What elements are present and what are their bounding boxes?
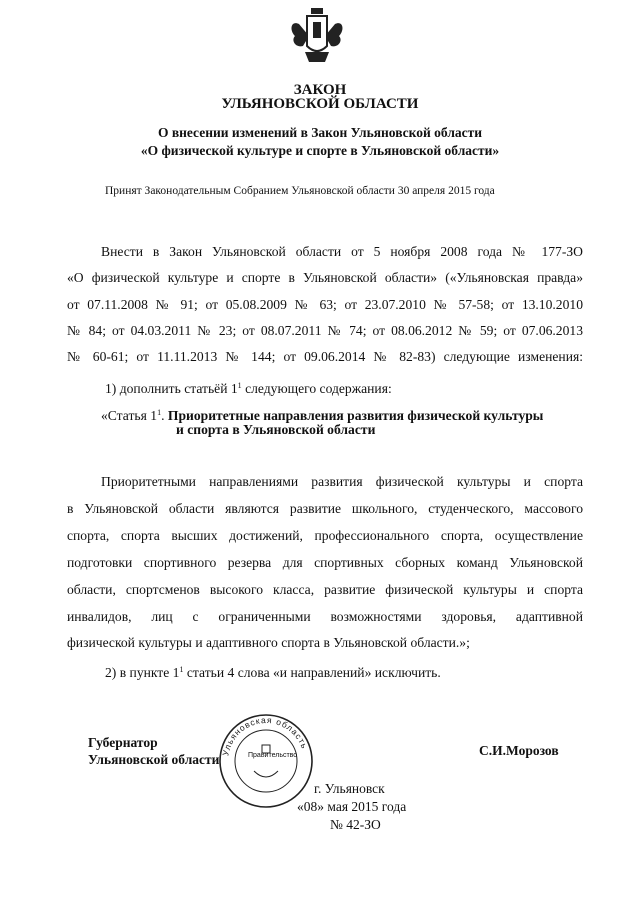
article-text-line: подготовки спортивного резерва для спортивных сборных команд Ульяновской — [67, 555, 583, 570]
official-seal-icon — [218, 713, 314, 809]
coat-of-arms-icon — [287, 6, 347, 64]
intro-line: Внести в Закон Ульяновской области от 5 ноября 2008 года № 177-ЗО — [101, 244, 583, 259]
signing-place: г. Ульяновск — [314, 781, 385, 796]
seal-ring-text: Ульяновская область — [220, 714, 310, 757]
signing-date: «08» мая 2015 года — [297, 799, 407, 814]
article-text-line: Приоритетными направлениями развития физической культуры и спорта — [101, 474, 583, 489]
article-text-line: области, спортсменов высокого класса, развитие физической культуры и спорта — [67, 582, 583, 597]
law-subtitle-line2: «О физической культуре и спорте в Ульяновской области» — [140, 143, 500, 158]
article-text-line: в Ульяновской области являются развитие школьного, студенческого, массового — [67, 501, 583, 516]
signatory-name: С.И.Морозов — [479, 743, 559, 758]
article-heading: «Статья $1^1$. Приоритетные направления развития физической культуры — [101, 408, 544, 423]
adoption-note: Принят Законодательным Собранием Ульяновской области 30 апреля 2015 года — [105, 185, 495, 197]
amendment-item-1: 1) дополнить статьёй $1^1$ следующего содержания: — [105, 381, 392, 396]
intro-line: от 07.11.2008 № 91; от 05.08.2009 № 63; от 23.07.2010 № 57-58; от 13.10.2010 — [67, 297, 583, 312]
signatory-position: Губернатор — [88, 735, 158, 750]
article-text-line: спорта, спорта высших достижений, профессионального спорта, осуществление — [67, 528, 583, 543]
intro-line: № 60-61; от 11.11.2013 № 144; от 09.06.2014 № 82-83) следующие изменения: — [67, 349, 583, 364]
law-region: УЛЬЯНОВСКОЙ ОБЛАСТИ — [221, 96, 419, 112]
signatory-region: Ульяновской области — [88, 752, 220, 767]
seal-label: Правительство — [248, 752, 298, 759]
law-subtitle-line1: О внесении изменений в Закон Ульяновской области — [157, 125, 483, 140]
intro-line: № 84; от 04.03.2011 № 23; от 08.07.2011 № 74; от 08.06.2012 № 59; от 07.06.2013 — [67, 323, 583, 338]
svg-text:Ульяновская область — [220, 715, 310, 757]
law-number: № 42-ЗО — [330, 817, 381, 832]
law-title: ЗАКОН — [293, 82, 347, 98]
article-text-line: инвалидов, лиц с ограниченными возможностями здоровья, адаптивной — [67, 609, 583, 624]
article-heading-line2: и спорта в Ульяновской области — [176, 422, 376, 437]
article-text-last-line: физической культуры и адаптивного спорта в Ульяновской области.»; — [67, 635, 470, 650]
amendment-item-2: 2) в пункте $1^1$ статьи 4 слова «и направлений» исключить. — [105, 665, 441, 680]
intro-line: «О физической культуре и спорте в Ульяновской области» («Ульяновская правда» — [67, 270, 583, 285]
